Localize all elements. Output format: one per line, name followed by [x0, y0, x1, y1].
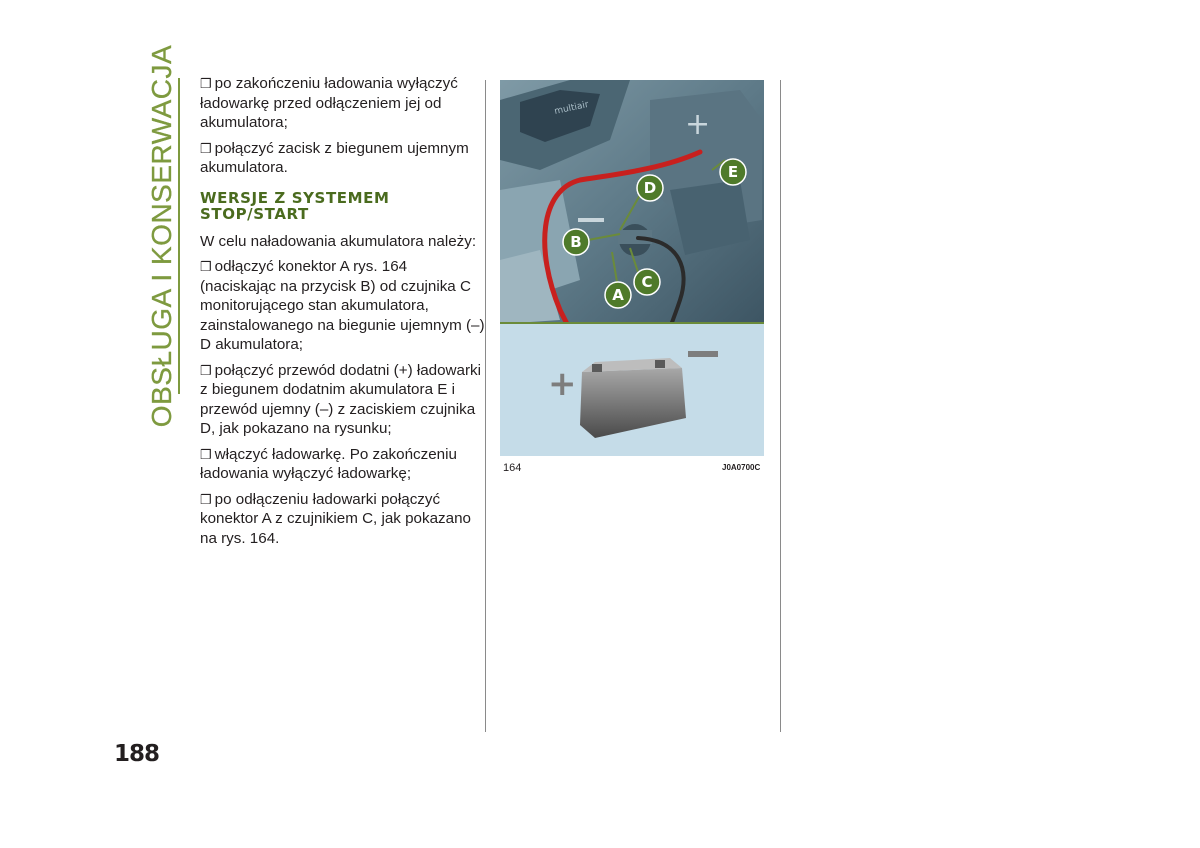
paragraph-item: ❒ połączyć zacisk z biegunem ujemnym akumulatora. [200, 139, 469, 176]
bullet-item: ❒ włączyć ładowarkę. Po zakończeniu ładowania wyłączyć ładowarkę; [200, 445, 457, 482]
bullet-item: ❒ odłączyć konektor A rys. 164 (naciskając na przycisk B) od czujnika C monitorującego stan akumulatora, zainstalowanego na biegunie ujemnym (–) D akumulatora; [200, 258, 485, 353]
svg-text:E: E [727, 163, 739, 181]
checkbox-bullet-icon: ❒ [200, 140, 212, 156]
checkbox-bullet-icon: ❒ [200, 259, 212, 274]
bullet-item: ❒ połączyć przewód dodatni (+) ładowarki z biegunem dodatnim akumulatora E i przewód ujemny (–) z zaciskiem czujnika D, jak pokazano na rysunku; [200, 361, 481, 437]
label-e [720, 159, 746, 185]
label-a [605, 282, 631, 308]
label-d [637, 175, 663, 201]
engine-minus-sign [578, 218, 604, 222]
label-b [563, 229, 589, 255]
checkbox-bullet-icon: ❒ [200, 446, 212, 462]
svg-text:C: C [641, 273, 653, 291]
battery-positive-post [592, 364, 602, 372]
figure-battery-charging [500, 80, 764, 456]
figure-code: J0A0700C [722, 463, 761, 472]
figure-number: 164 [503, 462, 522, 474]
page-number: 188 [114, 741, 160, 767]
checkbox-bullet-icon: ❒ [200, 76, 212, 91]
checkbox-bullet-icon: ❒ [200, 362, 212, 378]
engine-logo-text: multiair [553, 99, 590, 117]
column-divider-right [780, 80, 781, 732]
text-column [200, 74, 485, 554]
battery-minus-sign [688, 351, 718, 357]
label-c [634, 269, 660, 295]
bullet-item: ❒ po odłączeniu ładowarki połączyć konektor A z czujnikiem C, jak pokazano na rys. 164. [200, 490, 471, 547]
battery-plus-sign: + [548, 364, 577, 404]
figure-divider [500, 322, 764, 324]
battery-negative-post [655, 360, 665, 368]
figure-illustration [500, 80, 764, 456]
svg-text:D: D [643, 179, 657, 197]
paragraph-item: ❒ po zakończeniu ładowania wyłączyć ładowarkę przed odłączeniem jej od akumulatora; [200, 75, 458, 131]
engine-plus-sign: + [685, 107, 711, 142]
section-rule [178, 78, 180, 394]
section-heading: WERSJE Z SYSTEMEM STOP/START [200, 188, 390, 223]
svg-text:B: B [570, 233, 582, 251]
checkbox-bullet-icon: ❒ [200, 491, 212, 507]
section-title: OBSŁUGA I KONSERWACJA [146, 44, 177, 428]
svg-text:A: A [612, 286, 624, 304]
intro-text: W celu naładowania akumulatora należy: [200, 232, 477, 250]
column-divider-left [485, 80, 486, 732]
